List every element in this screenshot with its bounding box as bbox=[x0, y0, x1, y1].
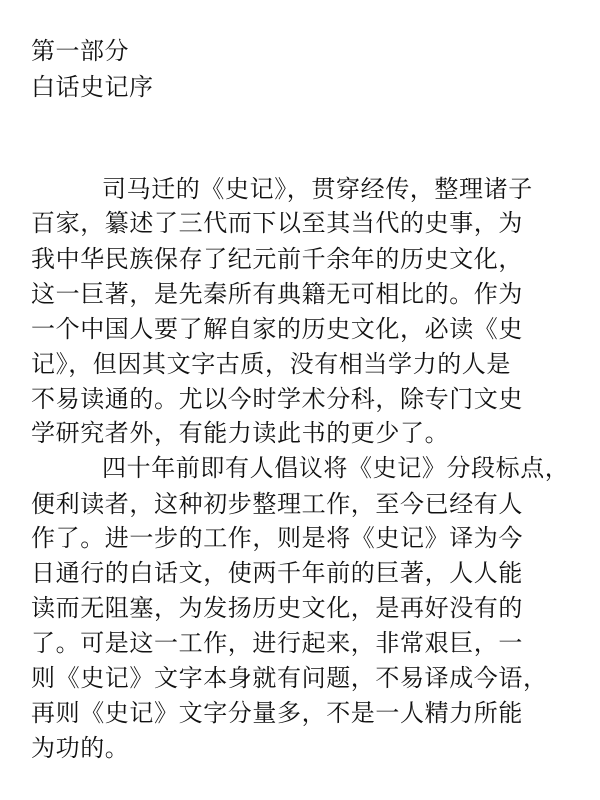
text-line: 便利读者，这种初步整理工作，至今已经有人 bbox=[31, 490, 523, 518]
text-line: 四十年前即有人倡议将《史记》分段标点， bbox=[102, 454, 570, 482]
text-line: 这一巨著，是先秦所有典籍无可相比的。作为 bbox=[31, 280, 523, 308]
text-line: 日通行的白话文，使两千年前的巨著，人人能 bbox=[31, 559, 523, 587]
text-line: 学研究者外，有能力读此书的更少了。 bbox=[31, 419, 450, 447]
text-line: 司马迁的《史记》，贯穿经传，整理诸子 bbox=[102, 175, 533, 203]
text-line: 了。可是这一工作，进行起来，非常艰巨，一 bbox=[31, 629, 523, 657]
text-line: 则《史记》文字本身就有问题，不易译成今语， bbox=[31, 664, 548, 692]
text-line: 一个中国人要了解自家的历史文化，必读《史 bbox=[31, 315, 523, 343]
text-line: 作了。进一步的工作，则是将《史记》译为今 bbox=[31, 524, 523, 552]
text-line: 百家，纂述了三代而下以至其当代的史事，为 bbox=[31, 209, 523, 237]
text-line: 记》，但因其文字古质，没有相当学力的人是 bbox=[31, 350, 511, 378]
text-line: 为功的。 bbox=[31, 734, 130, 762]
text-line: 读而无阻塞，为发扬历史文化，是再好没有的 bbox=[31, 594, 523, 622]
text-line: 再则《史记》文字分量多，不是一人精力所能 bbox=[31, 699, 523, 727]
text-line: 不易读通的。尤以今时学术分科，除专门文史 bbox=[31, 385, 523, 413]
section-title: 白话史记序 bbox=[31, 73, 154, 101]
text-line: 我中华民族保存了纪元前千余年的历史文化， bbox=[31, 245, 523, 273]
part-title: 第一部分 bbox=[31, 37, 129, 65]
